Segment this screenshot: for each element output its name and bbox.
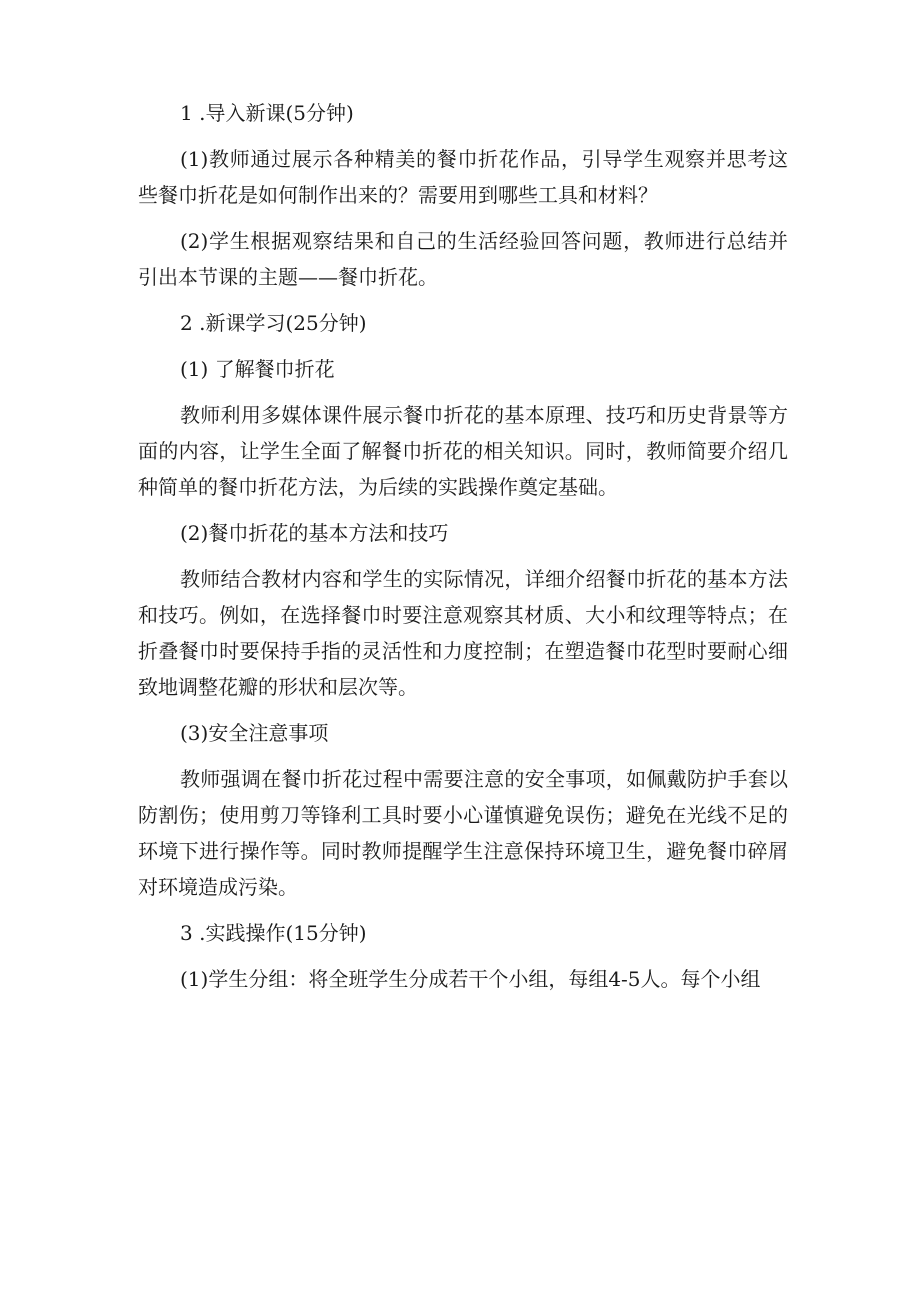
subheading-understand: (1) 了解餐巾折花 [180,357,335,381]
paragraph-intro-1: (1)教师通过展示各种精美的餐巾折花作品，引导学生观察并思考这些餐巾折花是如何制作出来的？需要用到哪些工具和材料？ [138,147,788,207]
paragraph-understand: 教师利用多媒体课件展示餐巾折花的基本原理、技巧和历史背景等方面的内容，让学生全面了解餐巾折花的相关知识。同时，教师简要介绍几种简单的餐巾折花方法，为后续的实践操作奠定基础。 [138,403,788,499]
section-heading-intro: 1 .导入新课(5分钟) [180,101,354,125]
subheading-safety: (3)安全注意事项 [180,721,329,745]
paragraph-safety: 教师强调在餐巾折花过程中需要注意的安全事项，如佩戴防护手套以防割伤；使用剪刀等锋利工具时要小心谨慎避免误伤；避免在光线不足的环境下进行操作等。同时教师提醒学生注意保持环境卫生，避免餐巾碎屑对环境造成污染。 [138,767,788,899]
section-heading-new-lesson: 2 .新课学习(25分钟) [180,311,367,335]
paragraph-intro-2: (2)学生根据观察结果和自己的生活经验回答问题，教师进行总结并引出本节课的主题——餐巾折花。 [138,229,788,289]
document-body [138,95,788,1007]
subheading-methods: (2)餐巾折花的基本方法和技巧 [180,521,449,545]
paragraph-practice-1: (1)学生分组：将全班学生分成若干个小组，每组4-5人。每个小组 [180,967,761,991]
section-heading-practice: 3 .实践操作(15分钟) [180,921,367,945]
paragraph-methods: 教师结合教材内容和学生的实际情况，详细介绍餐巾折花的基本方法和技巧。例如，在选择餐巾时要注意观察其材质、大小和纹理等特点；在折叠餐巾时要保持手指的灵活性和力度控制；在塑造餐巾花型时要耐心细致地调整花瓣的形状和层次等。 [138,567,788,699]
